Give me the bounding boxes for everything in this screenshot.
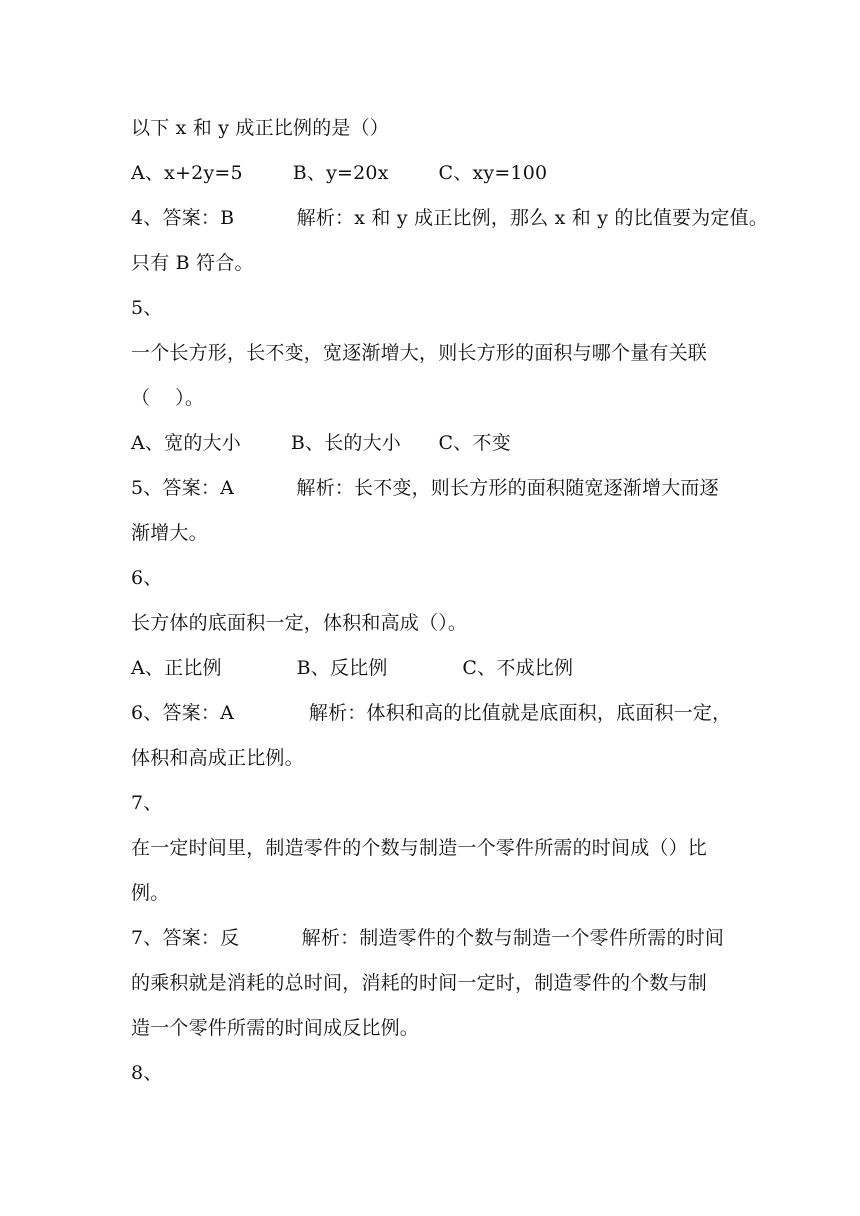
answer-explanation: 6、答案：A 解析：体积和高的比值就是底面积，底面积一定，	[131, 702, 732, 724]
question-number: 7、	[131, 792, 163, 814]
answer-explanation: 4、答案：B 解析：x 和 y 成正比例，那么 x 和 y 的比值要为定值。	[131, 207, 769, 229]
answer-explanation-continued: 体积和高成正比例。	[131, 747, 304, 769]
question-blank: （ ）。	[131, 387, 205, 409]
answer-explanation-continued: 造一个零件所需的时间成反比例。	[131, 1017, 420, 1039]
question-text-continued: 例。	[131, 882, 170, 904]
question-text: 一个长方形，长不变，宽逐渐增大，则长方形的面积与哪个量有关联	[131, 342, 708, 364]
answer-explanation-continued: 渐增大。	[131, 522, 208, 544]
answer-explanation: 5、答案：A 解析：长不变，则长方形的面积随宽逐渐增大而逐	[131, 477, 719, 499]
question-options: A、x+2y=5 B、y=20x C、xy=100	[131, 162, 548, 184]
question-text: 在一定时间里，制造零件的个数与制造一个零件所需的时间成（）比	[131, 837, 708, 859]
question-number: 8、	[131, 1062, 163, 1084]
question-number: 5、	[131, 297, 163, 319]
question-number: 6、	[131, 567, 163, 589]
answer-explanation: 7、答案：反 解析：制造零件的个数与制造一个零件所需的时间	[131, 927, 725, 949]
question-text: 以下 x 和 y 成正比例的是（）	[131, 117, 390, 139]
answer-explanation-continued: 只有 B 符合。	[131, 252, 254, 274]
answer-explanation-continued: 的乘积就是消耗的总时间，消耗的时间一定时，制造零件的个数与制	[131, 972, 708, 994]
question-options: A、宽的大小 B、长的大小 C、不变	[131, 432, 511, 454]
question-options: A、正比例 B、反比例 C、不成比例	[131, 657, 574, 679]
question-text: 长方体的底面积一定，体积和高成（）。	[131, 612, 468, 634]
